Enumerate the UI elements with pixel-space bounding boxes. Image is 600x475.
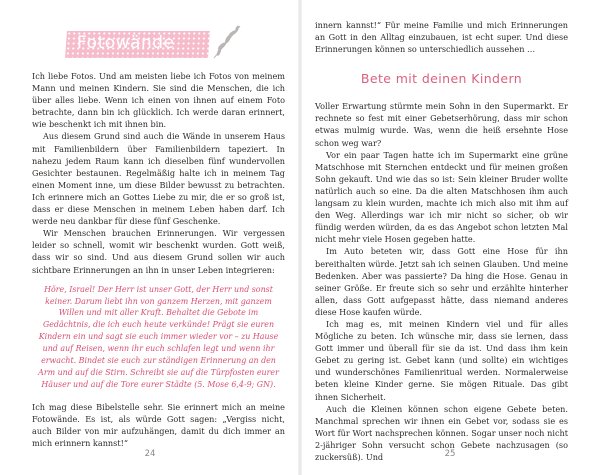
- right-paragraph-3: Im Auto beteten wir, dass Gott eine Hose für ihn bereithalten würde. Jetzt sah ich seinen Glauben. Und meine Bedenken. Aber was passierte? Da hing die Hose. Genau in seiner Größe. Er freute sich so sehr und erzählte hinterher allen, dass Gott aufgepasst hätte, dass niemand anderes diese Hose kaufen würde.: [315, 246, 568, 317]
- chapter-title: Fotowände: [77, 33, 175, 53]
- bible-quote: Höre, Israel! Der Herr ist unser Gott, der Herr und sonst keiner. Darum liebt ihn von ganzem Herzen, mit ganzem Willen und mit aller Kraft. Behaltet die Gebote im Gedächtnis, die ich euch heute verkünde! Prägt sie euren Kindern ein und sagt sie euch immer wieder vor – zu Hause und auf Reisen, wenn ihr euch schlafen legt und wenn ihr erwacht. Bindet sie euch zur ständigen Erinnerung an den Arm und auf die Stirn. Schreibt sie auf die Türpfosten eurer Häuser und auf die Tore eurer Städte (5. Mose 6,4-9; GN).: [38, 284, 279, 389]
- paragraph-after-quote: Ich mag diese Bibelstelle sehr. Sie erinnert mich an meine Fotowände. Es ist, als würde Gott sagen: „Vergiss nicht, auch Bilder von mir aufzuhängen, damit du dich immer an mich erinnern kannst!“: [32, 401, 285, 449]
- page-number-left: 24: [144, 449, 156, 459]
- right-paragraph-5: Auch die Kleinen können schon eigene Gebete beten. Manchmal sprechen wir ihnen ein Gebet vor, sodass sie es Wort für Wort nachsprechen können. Sogar unser noch nicht 2-jähriger Sohn versucht schon Gebete nachzusagen (so zuckersüß). Und: [315, 403, 568, 462]
- right-paragraph-2: Vor ein paar Tagen hatte ich im Supermarkt eine grüne Matschhose mit Sternchen entdeckt und für meinen großen Sohn gekauft. Und wie das so ist: Sein kleiner Bruder wollte natürlich auch so eine. Da die alten Matschhosen ihm auch langsam zu klein wurden, machte ich mich also mit ihm auf den Weg. Allerdings war ich mir nicht so sicher, ob wir fündig werden würden, da es das Angebot schon letzten Mal nicht mehr viele Hosen gegeben hatte.: [315, 149, 568, 245]
- chapter-header: [32, 0, 285, 70]
- paragraph-1: Ich liebe Fotos. Und am meisten liebe ich Fotos von meinem Mann und meinen Kindern. Sie sind die Menschen, die ich über alles liebe. Wenn ich einen von ihnen auf einem Foto betrachte, dann bin ich glücklich. Ich werde daran erinnert, wie beschenkt ich mit ihnen bin.: [32, 71, 285, 130]
- paragraph-2: Aus diesem Grund sind auch die Wände in unserem Haus mit Familienbildern über Familienbildern tapeziert. In nahezu jedem Raum kann ich dieselben fünf wundervollen Gesichter bestaunen. Regelmäßig halte ich in meinem Tag einen Moment inne, um diese Bilder bewusst zu betrachten. Ich erinnere mich an Gottes Liebe zu mir, die er so groß ist, dass er diese Menschen in meinem Leben haben darf. Ich werde neu dankbar für diese fünf Geschenke.: [32, 131, 285, 227]
- right-page: [300, 0, 600, 475]
- section-heading: Bete mit deinen Kindern: [360, 71, 523, 87]
- continuation-paragraph: innern kannst!“ Für meine Familie und mich Erinnerungen an Gott in den Alltag einzubauen, ist echt super. Und diese Erinnerungen können so unterschiedlich aussehen …: [315, 20, 568, 55]
- right-paragraph-1: Voller Erwartung stürmte mein Sohn in den Supermarkt. Er rechnete so fest mit einer Gebetserhörung, dass mir schon etwas mulmig wurde. Was, wenn die heiß ersehnte Hose schon weg war?: [315, 101, 568, 148]
- paragraph-3: Wir Menschen brauchen Erinnerungen. Wir vergessen leider so schnell, womit wir beschenkt wurden. Gott weiß, dass wir so sind. Und aus diesem Grund sollen wir auch sichtbare Erinnerungen an ihn in unser Leben integrieren:: [32, 228, 285, 275]
- leaf-branch-icon: [210, 22, 246, 60]
- right-paragraph-4: Ich mag es, mit meinen Kindern viel und für alles Mögliche zu beten. Ich wünsche mir, dass sie lernen, dass Gott immer und überall für sie da ist. Und dass ihm kein Gebet zu gering ist. Gebet kann (und sollte) ein wichtiges und wunderschönes Familienritual werden. Normalerweise beten kleine Kinder gerne. Sie mögen Rituale. Das gibt ihnen Sicherheit.: [315, 318, 568, 402]
- right-content: [315, 0, 568, 463]
- page-number-right: 25: [444, 449, 456, 459]
